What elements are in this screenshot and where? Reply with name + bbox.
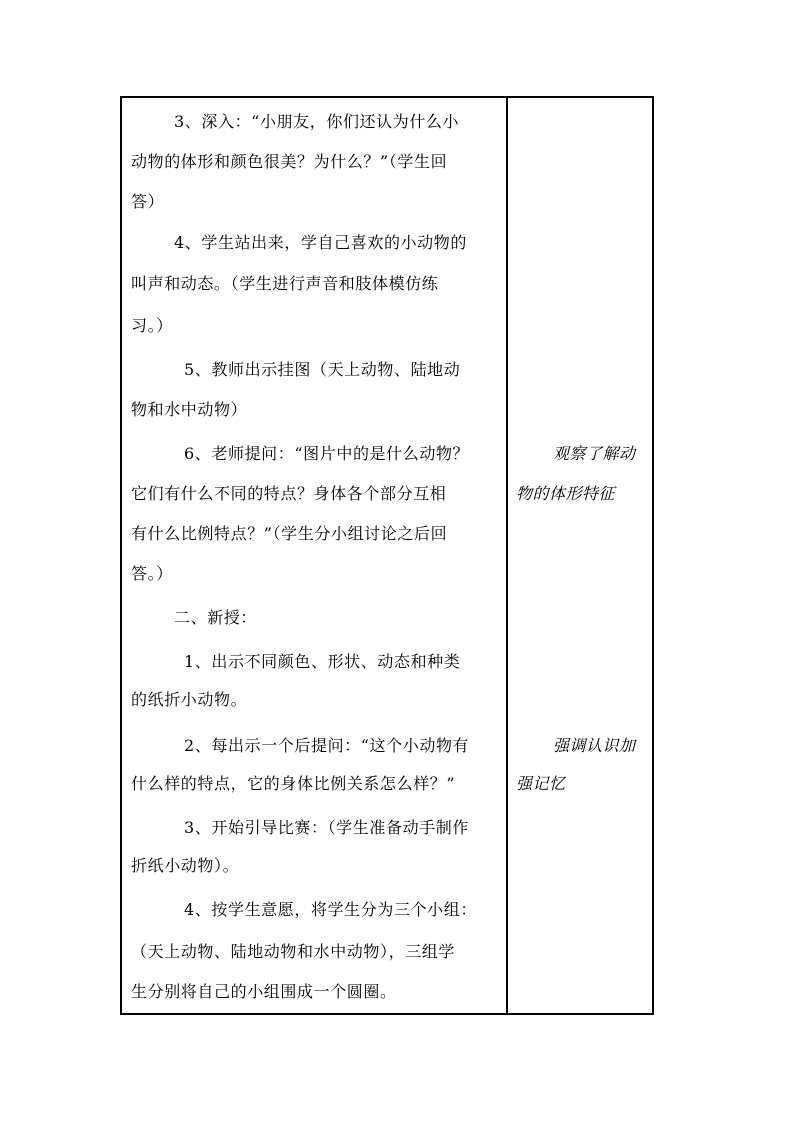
column-divider: [506, 98, 508, 1013]
activity-line: 什么样的特点，它的身体比例关系怎么样？”: [131, 774, 456, 793]
activity-line: （天上动物、陆地动物和水中动物），三组学: [131, 942, 456, 961]
activity-line: 动物的体形和颜色很美？为什么？”（学生回: [131, 152, 448, 171]
activity-line: 习。）: [131, 316, 173, 335]
activity-line: 1、出示不同颜色、形状、动态和种类: [184, 652, 461, 671]
activity-line: 答。）: [131, 564, 173, 583]
activity-line: 的纸折小动物。: [131, 690, 248, 709]
activity-line: 生分别将自己的小组围成一个圆圈。: [131, 982, 397, 1001]
activity-line: 5、教师出示挂图（天上动物、陆地动: [184, 360, 461, 379]
note-line: 物的体形特征: [516, 484, 616, 503]
activity-line: 有什么比例特点？”（学生分小组讨论之后回: [131, 524, 448, 543]
activity-line: 4、学生站出来，学自己喜欢的小动物的: [174, 233, 467, 252]
activity-line: 答）: [131, 192, 165, 211]
note-line: 强记忆: [516, 774, 566, 793]
lesson-table: [120, 96, 654, 1015]
note-line: 强调认识加: [553, 736, 636, 755]
activity-line: 6、老师提问：“图片中的是什么动物？: [184, 444, 470, 463]
note-line: 观察了解动: [553, 444, 636, 463]
activity-line: 折纸小动物）。: [131, 856, 240, 875]
activity-line: 4、按学生意愿，将学生分为三个小组：: [184, 900, 477, 919]
activity-line: 它们有什么不同的特点？身体各个部分互相: [131, 484, 447, 503]
activity-line: 3、深入：“小朋友，你们还认为什么小: [174, 112, 460, 131]
activity-line: 物和水中动物）: [131, 400, 248, 419]
activity-line: 叫声和动态。（学生进行声音和肢体模仿练: [131, 274, 439, 293]
activity-line: 3、开始引导比赛：（学生准备动手制作: [184, 818, 469, 837]
activity-line: 2、每出示一个后提问：“这个小动物有: [184, 736, 470, 755]
section-heading: 二、新授：: [174, 608, 258, 627]
